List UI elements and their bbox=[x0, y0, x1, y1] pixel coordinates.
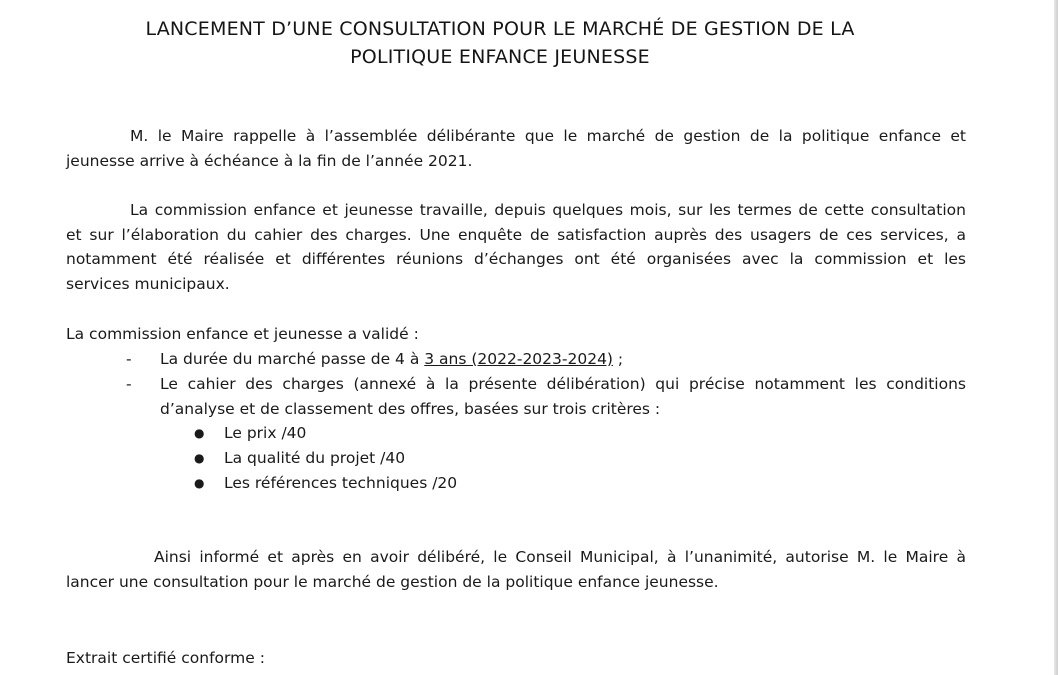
validated-intro-text: La commission enfance et jeunesse a validé : bbox=[66, 325, 419, 343]
criterion-price bbox=[194, 421, 306, 446]
duration-underlined: 3 ans (2022-2023-2024) bbox=[424, 350, 613, 368]
page-edge-shadow bbox=[1054, 0, 1058, 675]
dash-marker: - bbox=[126, 350, 132, 368]
specifications-line-1: Le cahier des charges (annexé à la présente délibération) qui précise notamment les conditions bbox=[160, 375, 966, 393]
paragraph-commission-line-1: La commission enfance et jeunesse travaille, depuis quelques mois, sur les termes de cette consultation bbox=[130, 201, 966, 219]
document-title-line-2: POLITIQUE ENFANCE JEUNESSE bbox=[350, 46, 650, 68]
bullet-marker: ● bbox=[194, 476, 205, 490]
decision-line-2: lancer une consultation pour le marché de gestion de la politique enfance jeunesse. bbox=[66, 572, 719, 591]
decision-line-1: Ainsi informé et après en avoir délibéré, le Conseil Municipal, à l’unanimité, autorise M. le Maire à bbox=[154, 548, 966, 566]
criterion-quality-text: La qualité du projet /40 bbox=[224, 449, 406, 467]
criterion-price-text: Le prix /40 bbox=[224, 424, 307, 442]
criterion-references-text: Les références techniques /20 bbox=[224, 474, 458, 492]
paragraph-commission-work bbox=[66, 198, 966, 297]
bullet-marker: ● bbox=[194, 451, 205, 465]
paragraph-commission-line-3: notamment été réalisée et différentes réunions d’échanges ont été organisées avec la commission et les bbox=[66, 250, 966, 269]
paragraph-expiry-line-2: jeunesse arrive à échéance à la fin de l’année 2021. bbox=[66, 151, 473, 170]
bullet-marker: ● bbox=[194, 426, 205, 440]
paragraph-commission-line-2: et sur l’élaboration du cahier des charges. Une enquête de satisfaction auprès des usagers de ces services, a bbox=[66, 225, 966, 244]
criterion-quality bbox=[194, 446, 405, 471]
dash-marker: - bbox=[126, 375, 132, 393]
paragraph-commission-line-4: services municipaux. bbox=[66, 275, 230, 294]
document-title-line-1: LANCEMENT D’UNE CONSULTATION POUR LE MARCHÉ DE GESTION DE LA bbox=[145, 18, 855, 40]
criterion-references bbox=[194, 471, 457, 496]
specifications-line-2: d’analyse et de classement des offres, basées sur trois critères : bbox=[160, 399, 661, 418]
validated-intro bbox=[66, 322, 966, 347]
paragraph-expiry-line-1: M. le Maire rappelle à l’assemblée délibérante que le marché de gestion de la politique enfance et bbox=[130, 127, 966, 145]
paragraph-expiry bbox=[66, 124, 966, 173]
duration-prefix: La durée du marché passe de 4 à bbox=[160, 350, 425, 368]
certified-extract-text: Extrait certifié conforme : bbox=[66, 649, 265, 667]
paragraph-decision bbox=[66, 545, 966, 594]
certified-extract bbox=[66, 646, 966, 671]
duration-suffix: ; bbox=[612, 350, 624, 368]
